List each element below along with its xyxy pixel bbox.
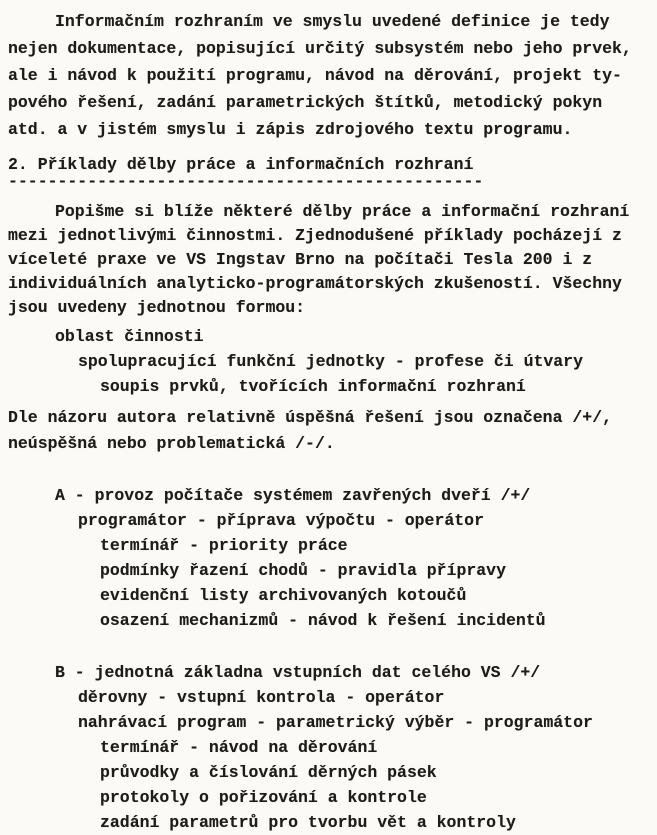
text-line: individuálních analyticko-programátorských zkušeností. Všechny [8, 274, 622, 293]
uniform-form-outline [8, 324, 657, 399]
outline-item: děrovny - vstupní kontrola - operátor [78, 688, 445, 707]
outline-item: programátor - příprava výpočtu - operátor [78, 511, 484, 530]
author-note-paragraph [8, 405, 657, 457]
outline-item: termínář - priority práce [100, 536, 348, 555]
outline-item: protokoly o pořizování a kontrole [100, 788, 427, 807]
outline-item: oblast činnosti [55, 327, 204, 346]
text-line: nejen dokumentace, popisující určitý subsystém nebo jeho prvek, [8, 39, 632, 58]
section-b-title: B - jednotná základna vstupních dat celého VS /+/ [55, 663, 541, 682]
text-line: pového řešení, zadání parametrických štítků, metodický pokyn [8, 93, 603, 112]
text-line: mezi jednotlivými činnostmi. Zjednodušené příklady pocházejí z [8, 226, 622, 245]
outline-item: spolupracující funkční jednotky - profese či útvary [78, 352, 583, 371]
text-line: neúspěšná nebo problematická /-/. [8, 434, 335, 453]
example-section-a [8, 483, 657, 633]
text-line: jsou uvedeny jednotnou formou: [8, 298, 306, 317]
text-line: Dle názoru autora relativně úspěšná řešení jsou označena /+/, [8, 408, 612, 427]
example-section-b [8, 660, 657, 835]
outline-item: soupis prvků, tvořících informační rozhraní [100, 377, 526, 396]
text-line: ale i návod k použití programu, návod na děrování, projekt ty- [8, 66, 622, 85]
examples-paragraph [8, 200, 657, 320]
intro-paragraph [8, 8, 657, 143]
heading-dashed-underline: ------------------------------------------------ [8, 175, 484, 189]
outline-item: termínář - návod na děrování [100, 738, 378, 757]
outline-item: podmínky řazení chodů - pravidla přípravy [100, 561, 506, 580]
section-heading: 2. Příklady dělby práce a informačních rozhraní [8, 155, 474, 174]
section-a-title: A - provoz počítače systémem zavřených dveří /+/ [55, 486, 531, 505]
section-2-heading-block [8, 155, 657, 189]
outline-item: evidenční listy archivovaných kotoučů [100, 586, 467, 605]
outline-item: průvodky a číslování děrných pásek [100, 763, 437, 782]
text-line: víceleté praxe ve VS Ingstav Brno na počítači Tesla 200 i z [8, 250, 593, 269]
outline-item: osazení mechanizmů - návod k řešení incidentů [100, 611, 546, 630]
text-line: Popišme si blíže některé dělby práce a informační rozhraní [55, 202, 630, 221]
text-line: atd. a v jistém smyslu i zápis zdrojového textu programu. [8, 120, 573, 139]
outline-item: zadání parametrů pro tvorbu vět a kontroly [100, 813, 516, 832]
outline-item: nahrávací program - parametrický výběr - programátor [78, 713, 593, 732]
text-line: Informačním rozhraním ve smyslu uvedené definice je tedy [55, 12, 610, 31]
